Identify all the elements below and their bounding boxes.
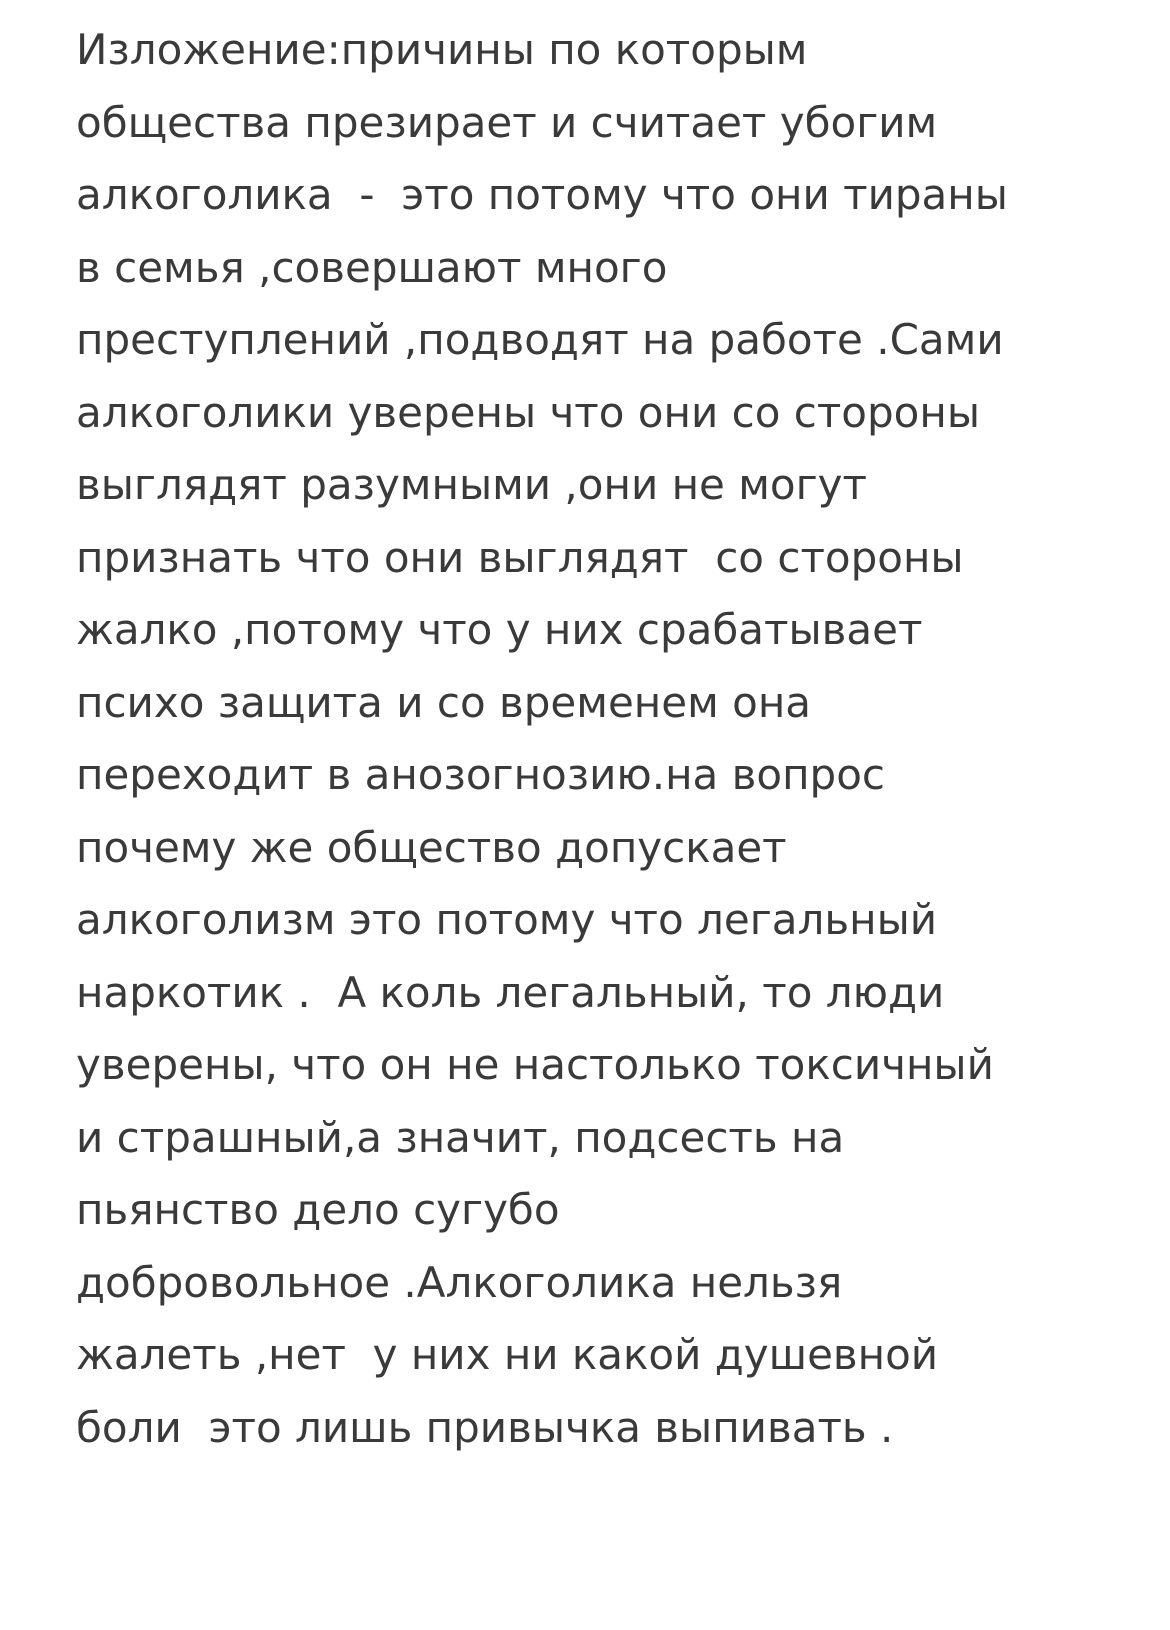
clipped-previous-line: [0, 0, 1170, 14]
note-line: наркотик . А коль легальный, то люди: [76, 967, 945, 1017]
note-line: признать что они выглядят со стороны: [76, 532, 964, 582]
note-line: почему же общество допускает: [76, 822, 787, 872]
note-text-body[interactable]: [76, 14, 1136, 1464]
note-line: алкоголика - это потому что они тираны: [76, 170, 1008, 219]
note-line: алкоголизм это потому что легальный: [76, 895, 938, 944]
note-line: жалеть ,нет у них ни какой душевной: [76, 1330, 939, 1379]
note-line: переходит в анозогнозию.на вопрос: [76, 750, 885, 799]
note-line: психо защита и со временем она: [76, 677, 812, 727]
note-line: уверены, что он не настолько токсичный: [76, 1040, 994, 1089]
note-line: алкоголики уверены что они со стороны: [76, 387, 980, 437]
note-line: боли это лишь привычка выпивать .: [76, 1402, 894, 1452]
note-line: и страшный,а значит, подсесть на: [76, 1112, 845, 1162]
note-line: в семья ,совершают много: [76, 242, 668, 292]
note-line: пьянство дело сугубо: [76, 1185, 560, 1234]
note-line: преступлений ,подводят на работе .Сами: [76, 315, 1004, 364]
note-line: общества презирает и считает убогим: [76, 97, 938, 147]
note-line: добровольное .Алкоголика нельзя: [76, 1257, 843, 1307]
note-line: выглядят разумными ,они не могут: [76, 460, 868, 509]
note-line: жалко ,потому что у них срабатывает: [76, 605, 923, 654]
note-line: Изложение:причины по которым: [76, 25, 808, 74]
